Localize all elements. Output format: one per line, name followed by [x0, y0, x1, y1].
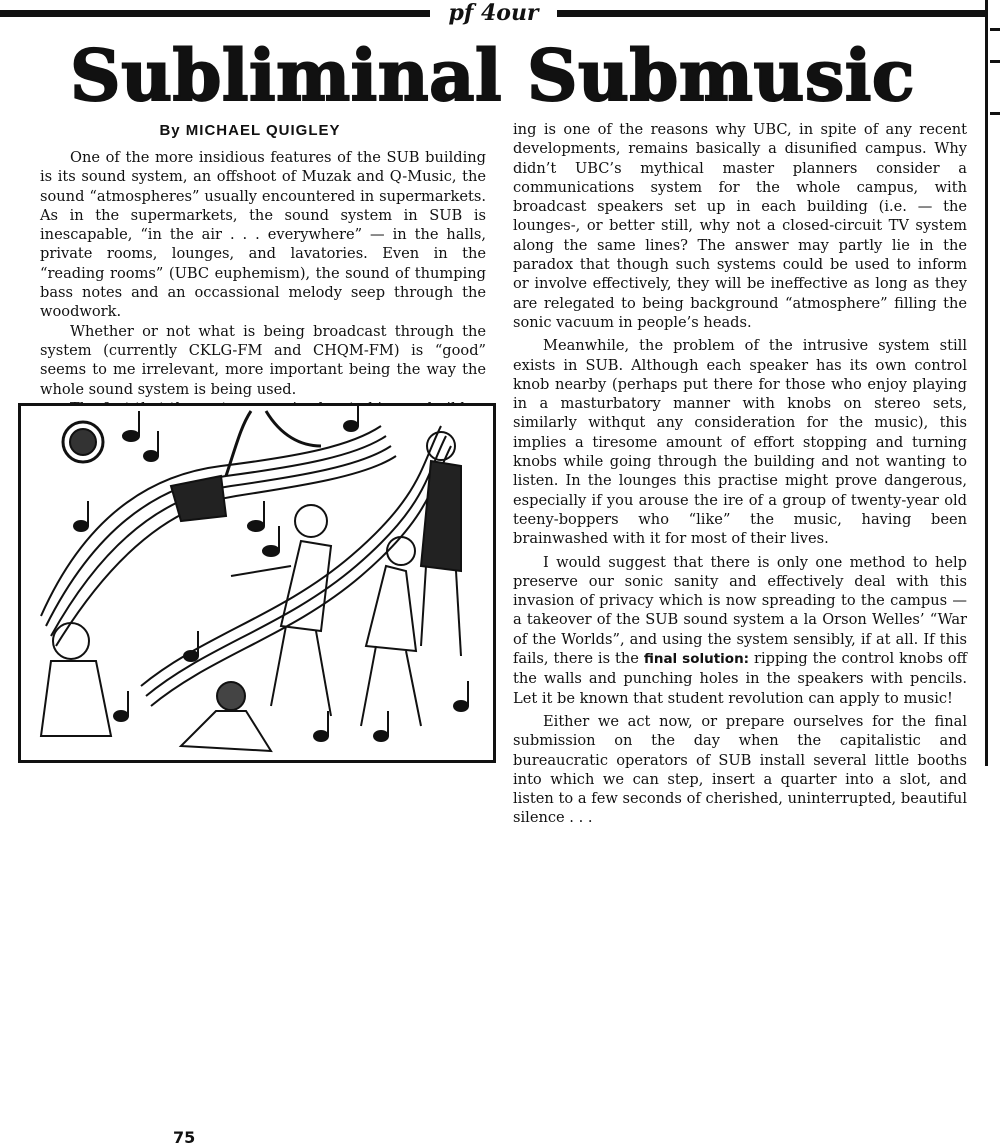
right-column [513, 120, 967, 832]
paragraph [513, 553, 967, 708]
cartoon-drawing [21, 406, 493, 760]
page-edge-strip [985, 0, 1002, 766]
left-column [40, 148, 486, 418]
hanging-rope-icon [171, 411, 321, 521]
person-figure-icon [361, 537, 421, 726]
headline: Subliminal Submusic [70, 34, 915, 117]
header-rule-left [0, 10, 430, 17]
music-note-icon [74, 406, 468, 741]
paragraph: Whether or not what is being broadcast through the system (currently CKLG-FM and CHQM-FM) is “good” seems to me irrelevant, more important being the way the whole sound system is being used. [40, 322, 486, 398]
header-rule-right [557, 10, 985, 17]
section-label: pf 4our [448, 0, 539, 26]
person-figure-icon [41, 623, 111, 736]
bold-phrase: final solution: [643, 651, 750, 668]
paragraph-text: I would suggest that there is only one method to help preserve our sonic sanity and effectively deal with this invasion of privacy which is now spreading to the campus — a takeover of the SUB sound system a la Orson Welles’ “War of the Worlds”, and using the system sensibly, if at all. If this fails, there is the [513, 553, 967, 668]
person-figure-icon [421, 432, 461, 656]
loudspeaker-icon [63, 422, 103, 462]
person-figure-icon [231, 505, 331, 716]
paragraph: ing is one of the reasons why UBC, in spite of any recent developments, remains basically a disunified campus. Why didn’t UBC’s mythical master planners consider a communications system for the whole campus, with broadcast speakers set up in each building (i.e. — the lounges-, or better still, why not a closed-circuit TV system along the same lines? The answer may partly lie in the paradox that though such systems could be used to inform or involve effectively, they will be ineffective as long as they are relegated to being background “atmosphere” filling the sonic vacuum in people’s heads. [513, 121, 967, 331]
paragraph-text: ripping the control knobs off the walls and punching holes in the speakers with pencils. Let it be known that student revolution can apply to music! [513, 650, 968, 707]
paragraph: One of the more insidious features of the SUB building is its sound system, an offshoot of Muzak and Q-Music, the sound “atmospheres” usually encountered in supermarkets. As in the supermarkets, the sound system in SUB is inescapable, “in the air . . . everywhere” — in the halls, private rooms, lounges, and lavatories. Even in the “reading rooms” (UBC euphemism), the sound of thumping bass notes and an occassional melody seep through the woodwork. [40, 149, 486, 321]
paragraph: Either we act now, or prepare ourselves for the final submission on the day when the capitalistic and bureaucratic operators of SUB install several little booths into which we can step, insert a quarter into a slot, and listen to a few seconds of cherished, uninterrupted, beautiful silence . . . [513, 712, 967, 827]
cartoon-illustration [18, 403, 496, 1147]
artist-signature: 75 [173, 1128, 196, 1147]
byline: By MICHAEL QUIGLEY [159, 122, 341, 139]
person-figure-icon [181, 682, 271, 751]
paragraph: Meanwhile, the problem of the intrusive system still exists in SUB. Although each speaker has its own control knob nearby (perhaps put there for those who enjoy playing in a masturbatory manner with knobs on stereo sets, similarly withqut any consideration for the music), this implies a tiresome amount of effort stopping and turning knobs while going through the building and not wanting to listen. In the lounges this practise might prove dangerous, especially if you arouse the ire of a group of twenty-year old teeny-boppers who “like” the music, having been brainwashed with it for most of their lives. [513, 337, 967, 548]
